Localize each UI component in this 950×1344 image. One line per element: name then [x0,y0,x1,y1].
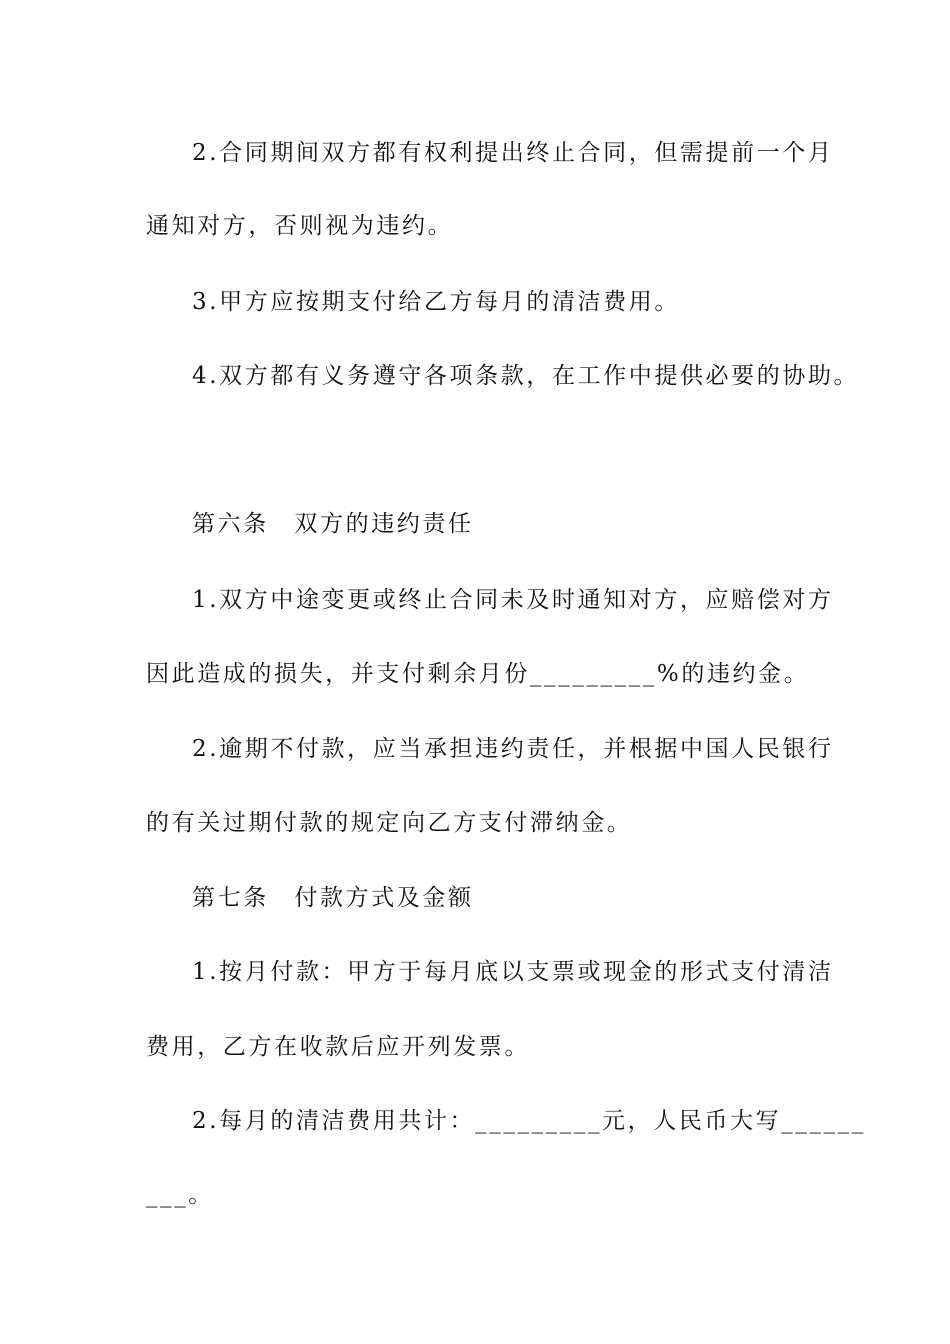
clause-5-item-2-line-2: 通知对方，否则视为违约。 [146,213,454,239]
clause-7-item-1-line-1: 1.按月付款：甲方于每月底以支票或现金的形式支付清洁 [192,959,834,985]
clause-6-item-1-line-1: 1.双方中途变更或终止合同未及时通知对方，应赔偿对方 [192,587,834,613]
clause-6-item-1-line-2: 因此造成的损失，并支付剩余月份_________%的违约金。 [146,661,810,687]
clause-6-item-2-line-2: 的有关过期付款的规定向乙方支付滞纳金。 [146,810,633,836]
clause-5-item-3: 3.甲方应按期支付给乙方每月的清洁费用。 [192,289,680,315]
clause-7-item-2-line-2: ___。 [146,1182,214,1208]
clause-7-item-1-line-2: 费用，乙方在收款后应开列发票。 [146,1034,530,1060]
clause-7-item-2-line-1: 2.每月的清洁费用共计：_________元，人民币大写______ [192,1108,866,1134]
clause-6-item-2-line-1: 2.逾期不付款，应当承担违约责任，并根据中国人民银行 [192,736,834,762]
clause-7-heading: 第七条 付款方式及金额 [192,885,474,911]
clause-5-item-2-line-1: 2.合同期间双方都有权利提出终止合同，但需提前一个月 [192,140,834,166]
clause-6-heading: 第六条 双方的违约责任 [192,511,474,537]
clause-5-item-4: 4.双方都有义务遵守各项条款，在工作中提供必要的协助。 [192,363,860,389]
